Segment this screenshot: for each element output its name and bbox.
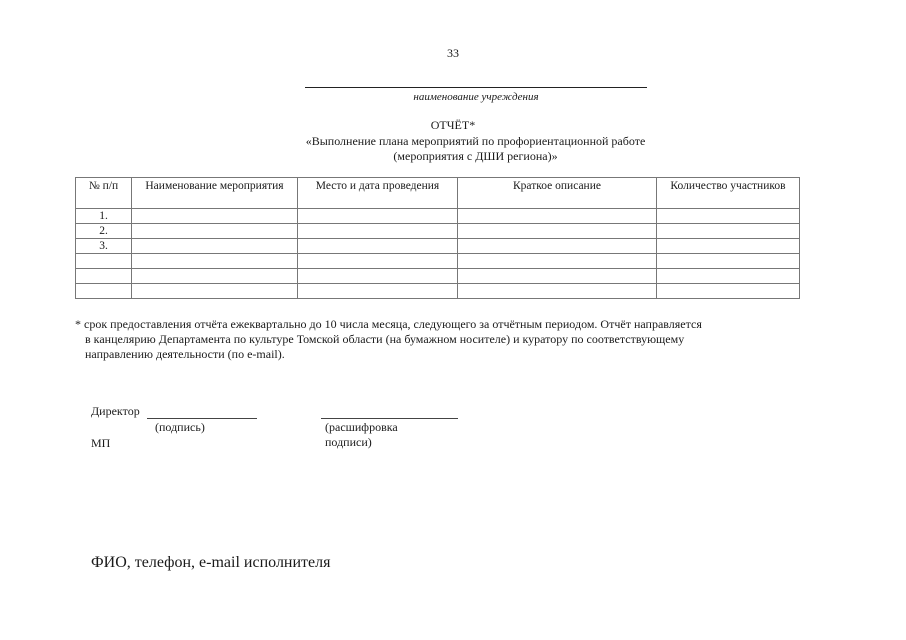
director-label: Директор — [91, 404, 140, 418]
table-cell: 3. — [76, 239, 132, 254]
table-row — [76, 284, 800, 299]
seal-label: МП — [91, 436, 111, 450]
footnote — [75, 317, 795, 362]
institution-caption: наименование учреждения — [413, 91, 539, 103]
table-cell — [132, 209, 298, 224]
table-cell — [76, 284, 132, 299]
signature-caption: (подпись) — [155, 420, 205, 434]
table-cell — [657, 209, 800, 224]
table-cell — [76, 269, 132, 284]
table-cell — [458, 239, 657, 254]
institution-name-line — [305, 87, 647, 88]
report-table — [75, 177, 800, 299]
table-cell — [132, 224, 298, 239]
header-participants: Количество участников — [657, 178, 800, 209]
table-cell — [298, 209, 458, 224]
table-cell — [298, 269, 458, 284]
header-place-date: Место и дата проведения — [298, 178, 458, 209]
table-row — [76, 254, 800, 269]
table-cell — [657, 284, 800, 299]
report-subtitle-line-2: (мероприятия с ДШИ региона)» — [393, 149, 558, 163]
table-cell — [132, 254, 298, 269]
table-cell — [458, 224, 657, 239]
table-cell: 2. — [76, 224, 132, 239]
report-subtitle-line-1: «Выполнение плана мероприятий по профориентационной работе — [305, 134, 646, 148]
header-number: № п/п — [76, 178, 132, 209]
table-row — [76, 209, 800, 224]
report-title: ОТЧЁТ* — [430, 118, 476, 132]
table-cell — [298, 254, 458, 269]
table-cell — [657, 254, 800, 269]
table-cell — [458, 269, 657, 284]
table-cell — [298, 239, 458, 254]
table-cell — [458, 254, 657, 269]
table-row — [76, 269, 800, 284]
table-cell — [132, 284, 298, 299]
signature-decode-caption: (расшифровка подписи) — [325, 420, 398, 449]
footnote-line-2: в канцелярию Департамента по культуре Томской области (на бумажном носителе) и куратору по соответствующему — [85, 332, 685, 346]
header-event-name: Наименование мероприятия — [132, 178, 298, 209]
signature-decode-line — [321, 418, 458, 419]
table-row — [76, 224, 800, 239]
table-cell — [132, 269, 298, 284]
table-cell — [298, 224, 458, 239]
table-header-row — [76, 178, 800, 209]
header-description: Краткое описание — [458, 178, 657, 209]
table-cell — [458, 209, 657, 224]
table-row — [76, 239, 800, 254]
table-cell — [132, 239, 298, 254]
footnote-line-1: * срок предоставления отчёта ежеквартально до 10 числа месяца, следующего за отчётным периодом. Отчёт направляется — [75, 317, 702, 331]
table-cell — [458, 284, 657, 299]
signature-line — [147, 418, 257, 419]
page-number: 33 — [447, 46, 459, 60]
report-subtitle — [0, 134, 906, 164]
table-cell — [298, 284, 458, 299]
table-cell — [657, 239, 800, 254]
table-cell — [657, 269, 800, 284]
table-cell — [76, 254, 132, 269]
table-cell — [657, 224, 800, 239]
footnote-line-3: направлению деятельности (по e-mail). — [85, 347, 285, 361]
table-cell: 1. — [76, 209, 132, 224]
executor-label: ФИО, телефон, e-mail исполнителя — [91, 554, 331, 571]
